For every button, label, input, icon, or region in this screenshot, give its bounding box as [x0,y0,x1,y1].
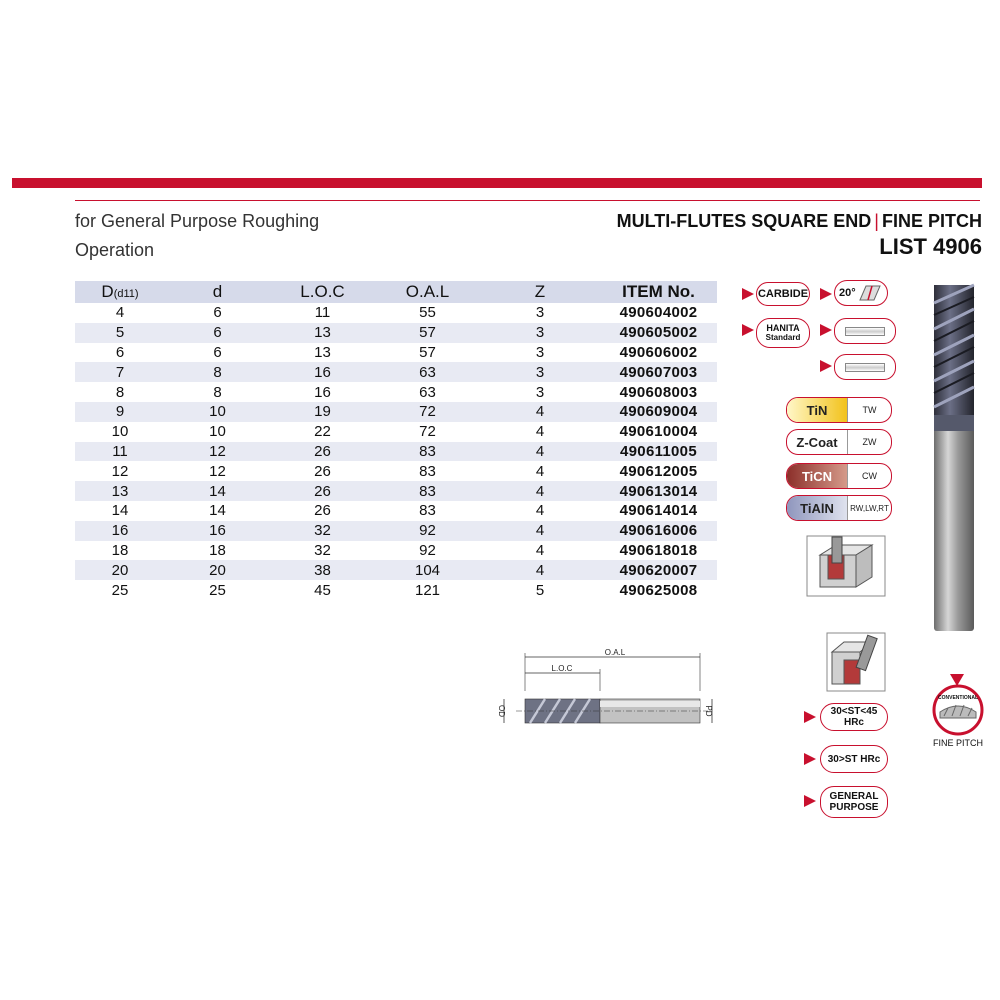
side-milling-application-icon [826,632,886,692]
cell-shank: 18 [209,541,226,559]
cell-oal: 72 [375,402,480,422]
table-row [75,560,717,580]
dimension-drawing [490,645,720,735]
hardness1-arrow-icon [804,711,816,723]
helix-arrow-icon [820,288,832,300]
col-header-z: Z [480,281,600,303]
cell-dia: 4 [115,304,125,322]
cell-loc: 13 [270,323,375,343]
cell-z: 4 [535,462,545,480]
cell-loc: 16 [314,383,331,401]
cell-shank: 12 [209,462,226,480]
cell-item: 490604002 [619,304,698,322]
cell-shank: 14 [209,502,226,520]
col-header-item: ITEM No. [600,281,717,303]
cell-item: 490608003 [619,383,698,401]
coating-tialn [786,495,892,521]
general-arrow-icon [804,795,816,807]
cell-shank: 10 [165,402,270,422]
coating-zcoat-code: ZW [847,430,891,454]
coating-tialn-name: TiAlN [787,496,847,520]
cell-oal: 83 [375,442,480,462]
carbide-arrow-icon [742,288,754,300]
coating-tin-code: TW [847,398,891,422]
cell-loc: 26 [270,481,375,501]
cell-item: 490606002 [619,343,698,361]
title-left: MULTI-FLUTES SQUARE END [616,211,872,231]
shank-plain-badge [834,354,896,380]
cell-oal: 121 [414,581,441,599]
general-text: GENERAL [829,791,879,802]
table-header-row [75,281,717,303]
shank-plain-arrow-icon [820,360,832,372]
col-header-oal: O.A.L [375,281,480,303]
cell-z: 3 [535,383,545,401]
cell-oal: 63 [375,362,480,382]
cell-oal: 83 [419,502,436,520]
cell-loc: 26 [270,442,375,462]
cell-item: 490610004 [619,423,698,441]
top-red-bar [12,178,982,188]
table-row [75,580,717,600]
table-row [75,521,717,541]
shank-plain-icon [845,363,885,372]
cell-item: 490620007 [600,560,717,580]
table-row [75,382,717,402]
cell-z: 4 [480,402,600,422]
cell-dia: 16 [75,521,165,541]
cell-z: 4 [480,560,600,580]
cell-item: 490618018 [619,541,698,559]
cell-loc: 45 [314,581,331,599]
cell-loc: 32 [314,541,331,559]
standard-text: Standard [765,333,801,342]
table-row [75,323,717,343]
pd-dimension-label: PD [704,705,713,717]
coating-ticn [786,463,892,489]
cell-loc: 11 [314,304,331,322]
cell-loc: 26 [314,462,331,480]
oal-dimension-label: O.A.L [604,648,626,657]
helix-angle-badge [834,280,888,306]
loc-dimension-label: L.O.C [551,664,573,673]
cell-dia: 11 [75,442,165,462]
cell-dia: 10 [111,423,129,441]
coating-ticn-code: CW [847,464,891,488]
cell-dia: 7 [75,362,165,382]
spec-table [75,281,717,600]
cell-dia: 18 [111,541,129,559]
coating-tialn-code: RW,LW,RT [847,496,891,520]
cell-oal: 72 [419,423,436,441]
cell-dia: 25 [111,581,129,599]
purpose-text: PURPOSE [829,802,879,813]
col-header-d: d [165,281,270,303]
col-header-D [75,281,165,303]
cell-loc: 16 [270,362,375,382]
cell-shank: 16 [165,521,270,541]
carbide-badge: CARBIDE [756,282,810,306]
subtitle-line-1: for General Purpose Roughing [75,211,320,231]
cell-item: 490609004 [600,402,717,422]
cell-z: 3 [480,323,600,343]
cell-z: 4 [535,541,545,559]
cell-shank: 10 [209,423,226,441]
hardness2-arrow-icon [804,753,816,765]
cell-dia: 12 [111,462,129,480]
cell-shank: 25 [209,581,226,599]
cell-shank: 6 [213,343,222,361]
table-row [75,461,717,481]
cell-item: 490612005 [619,462,698,480]
cell-shank: 8 [165,362,270,382]
cell-item: 490625008 [619,581,698,599]
shank-flat-icon [845,327,885,336]
fine-pitch-icon [930,672,986,736]
table-row [75,541,717,561]
cell-item: 490605002 [600,323,717,343]
table-row [75,501,717,521]
cell-dia: 8 [115,383,125,401]
cell-loc: 38 [270,560,375,580]
cell-dia: 20 [75,560,165,580]
col-header-loc: L.O.C [270,281,375,303]
cell-item: 490614014 [619,502,698,520]
cell-item: 490613014 [600,481,717,501]
coating-zcoat-name: Z-Coat [796,434,838,450]
table-row [75,422,717,442]
cell-item: 490611005 [600,442,717,462]
cell-loc: 19 [270,402,375,422]
conventional-label: CONVENTIONAL [938,695,978,701]
table-row [75,402,717,422]
cell-shank: 6 [213,304,222,322]
cell-item: 490616006 [600,521,717,541]
page-subtitle [75,207,319,265]
cell-oal: 57 [375,323,480,343]
cell-z: 4 [535,423,545,441]
cell-loc: 26 [314,502,331,520]
hanita-arrow-icon [742,324,754,336]
col-header-D-label: D [101,282,114,301]
table-body [75,303,717,600]
cell-z: 4 [480,442,600,462]
cell-oal: 83 [419,462,436,480]
coating-zcoat [786,429,892,455]
end-mill-product-image [928,283,980,638]
cell-z: 3 [535,304,545,322]
cell-dia: 5 [75,323,165,343]
od-dimension-label: OD [497,705,506,717]
cell-shank: 20 [165,560,270,580]
subtitle-line-2: Operation [75,240,155,260]
cell-oal: 92 [419,541,436,559]
cell-z: 4 [535,502,545,520]
coating-tin-name: TiN [787,398,847,422]
cell-z: 3 [535,343,545,361]
cell-oal: 83 [375,481,480,501]
helix-icon [858,284,882,302]
slotting-application-icon [806,535,886,597]
cell-z: 4 [480,481,600,501]
hardness-max-badge: 30>ST HRc [820,745,888,773]
page-title [617,207,982,236]
cell-loc: 32 [270,521,375,541]
shank-flat-badge [834,318,896,344]
cell-z: 5 [535,581,545,599]
col-header-D-sub: (d11) [113,288,139,300]
cell-shank: 6 [165,323,270,343]
cell-z: 4 [480,521,600,541]
cell-z: 3 [480,362,600,382]
hanita-standard-badge [756,318,810,348]
coating-ticn-name: TiCN [787,464,847,488]
table-row [75,303,717,323]
list-number: LIST 4906 [879,234,982,259]
table-row [75,442,717,462]
cell-loc: 22 [314,423,331,441]
header-rule [75,200,980,201]
general-purpose-badge [820,786,888,818]
cell-dia: 9 [75,402,165,422]
cell-oal: 104 [375,560,480,580]
helix-angle-text: 20° [839,286,856,299]
cell-item: 490607003 [600,362,717,382]
cell-oal: 63 [419,383,436,401]
cell-oal: 55 [419,304,436,322]
coating-tin [786,397,892,423]
cell-oal: 92 [375,521,480,541]
fine-pitch-label: FINE PITCH [932,738,983,748]
cell-dia: 6 [115,343,125,361]
cell-oal: 57 [419,343,436,361]
cell-dia: 14 [111,502,129,520]
table-row [75,481,717,501]
cell-shank: 8 [213,383,222,401]
title-right: FINE PITCH [881,211,982,231]
hardness-range-badge: 30<ST<45 HRc [820,703,888,731]
cell-loc: 13 [314,343,331,361]
table-row [75,343,717,363]
shank-arrow-icon [820,324,832,336]
hanita-text: HANITA [766,323,800,333]
title-separator: | [874,211,879,231]
table-row [75,362,717,382]
cell-shank: 14 [165,481,270,501]
cell-dia: 13 [75,481,165,501]
cell-shank: 12 [165,442,270,462]
